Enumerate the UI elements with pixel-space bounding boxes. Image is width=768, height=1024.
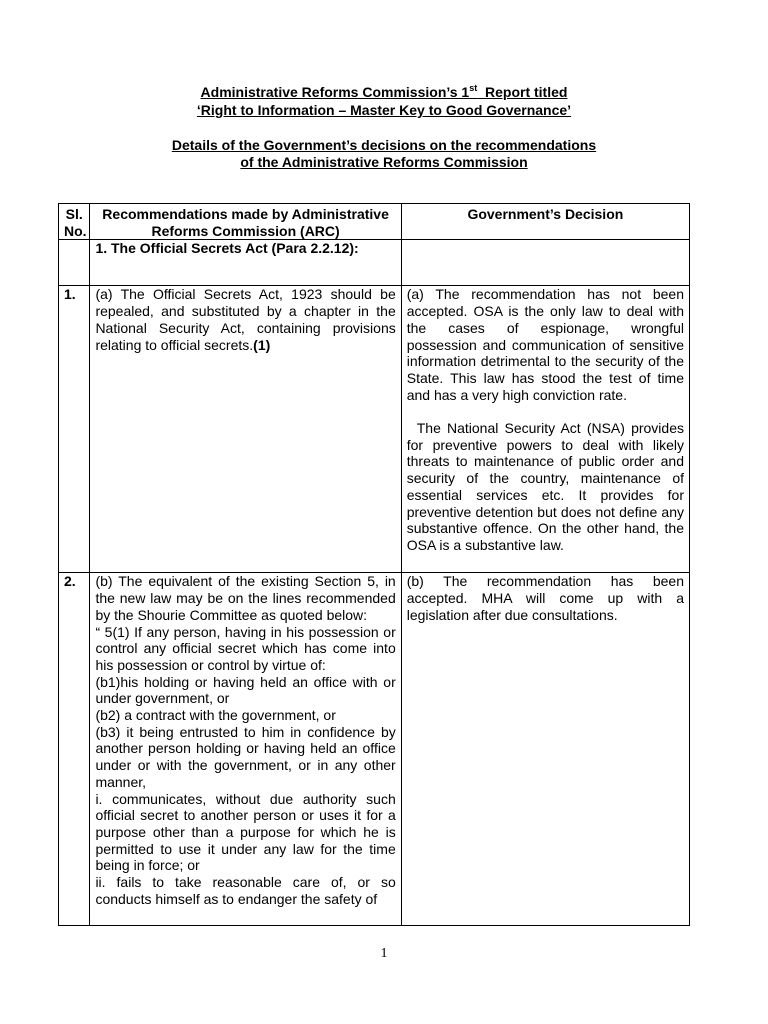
report-title-line2: ‘Right to Information – Master Key to Good Governance’ <box>196 102 572 118</box>
decision-paragraph: The National Security Act (NSA) provides for preventive powers to deal with likely threats to maintenance of public order and security of the country, maintenance of essential services etc. It provides for preventive detention but does not define any substantive offence. On the other hand, the OSA is a substantive law. <box>406 420 684 553</box>
row-recommendation <box>90 286 401 573</box>
recommendation-text: (a) The Official Secrets Act, 1923 should be repealed, and substituted by a chapter in the National Security Act, containing provisions relating to official secrets. <box>95 286 396 353</box>
table-row <box>59 286 690 573</box>
recommendation-ref: (1) <box>253 336 271 353</box>
recommendation-line: i. communicates, without due authority such official secret to another person or uses it for a purpose other than a purpose for which he is permitted to use it under any law for the time being in force; or <box>95 790 396 874</box>
row-decision <box>401 573 689 926</box>
decision-paragraph: (b) The recommendation has been accepted. MHA will come up with a legislation after due consultations. <box>406 573 684 623</box>
row-sl-no: 2. <box>59 573 90 926</box>
report-title-suffix: Report titled <box>477 84 568 100</box>
row-sl-no: 1. <box>59 286 90 573</box>
section-sl-cell <box>59 240 90 286</box>
ordinal-suffix: st <box>469 83 478 93</box>
col-header-decision: Government’s Decision <box>401 204 689 240</box>
table-row <box>59 573 690 926</box>
row-recommendation <box>90 573 401 926</box>
decisions-table <box>58 203 690 926</box>
section-title: 1. The Official Secrets Act (Para 2.2.12): <box>90 240 401 286</box>
subtitle-line1: Details of the Government’s decisions on the recommendations <box>171 137 597 153</box>
subtitle-line2: of the Administrative Reforms Commission <box>240 154 528 170</box>
recommendation-line: (b3) it being entrusted to him in confidence by another person holding or having held an office under or with the government, or in any other manner, <box>95 723 396 790</box>
recommendation-line: (b) The equivalent of the existing Section 5, in the new law may be on the lines recommended by the Shourie Committee as quoted below: <box>95 573 396 623</box>
page-number: 1 <box>380 946 388 961</box>
recommendation-line: (b2) a contract with the government, or <box>95 707 336 724</box>
table-header-row <box>59 204 690 240</box>
col-header-recommendations: Recommendations made by Administrative Reforms Commission (ARC) <box>90 204 401 240</box>
recommendation-line: (b1)his holding or having held an office with or under government, or <box>95 673 396 707</box>
section-decision-cell <box>401 240 689 286</box>
report-title-line1 <box>0 84 768 101</box>
report-title-prefix: Administrative Reforms Commission’s 1 <box>200 84 470 100</box>
row-decision <box>401 286 689 573</box>
recommendation-line: ii. fails to take reasonable care of, or so conducts himself as to endanger the safety of <box>95 874 396 907</box>
recommendation-line: “ 5(1) If any person, having in his possession or control any official secret which has come into his possession or control by virtue of: <box>95 623 396 673</box>
decision-paragraph: (a) The recommendation has not been accepted. OSA is the only law to deal with the cases of espionage, wrongful possession and communication of sensitive information detrimental to the security of the State. This law has stood the test of time and has a very high conviction rate. <box>406 286 684 403</box>
section-row <box>59 240 690 286</box>
col-header-sl-no: Sl. No. <box>59 204 90 240</box>
